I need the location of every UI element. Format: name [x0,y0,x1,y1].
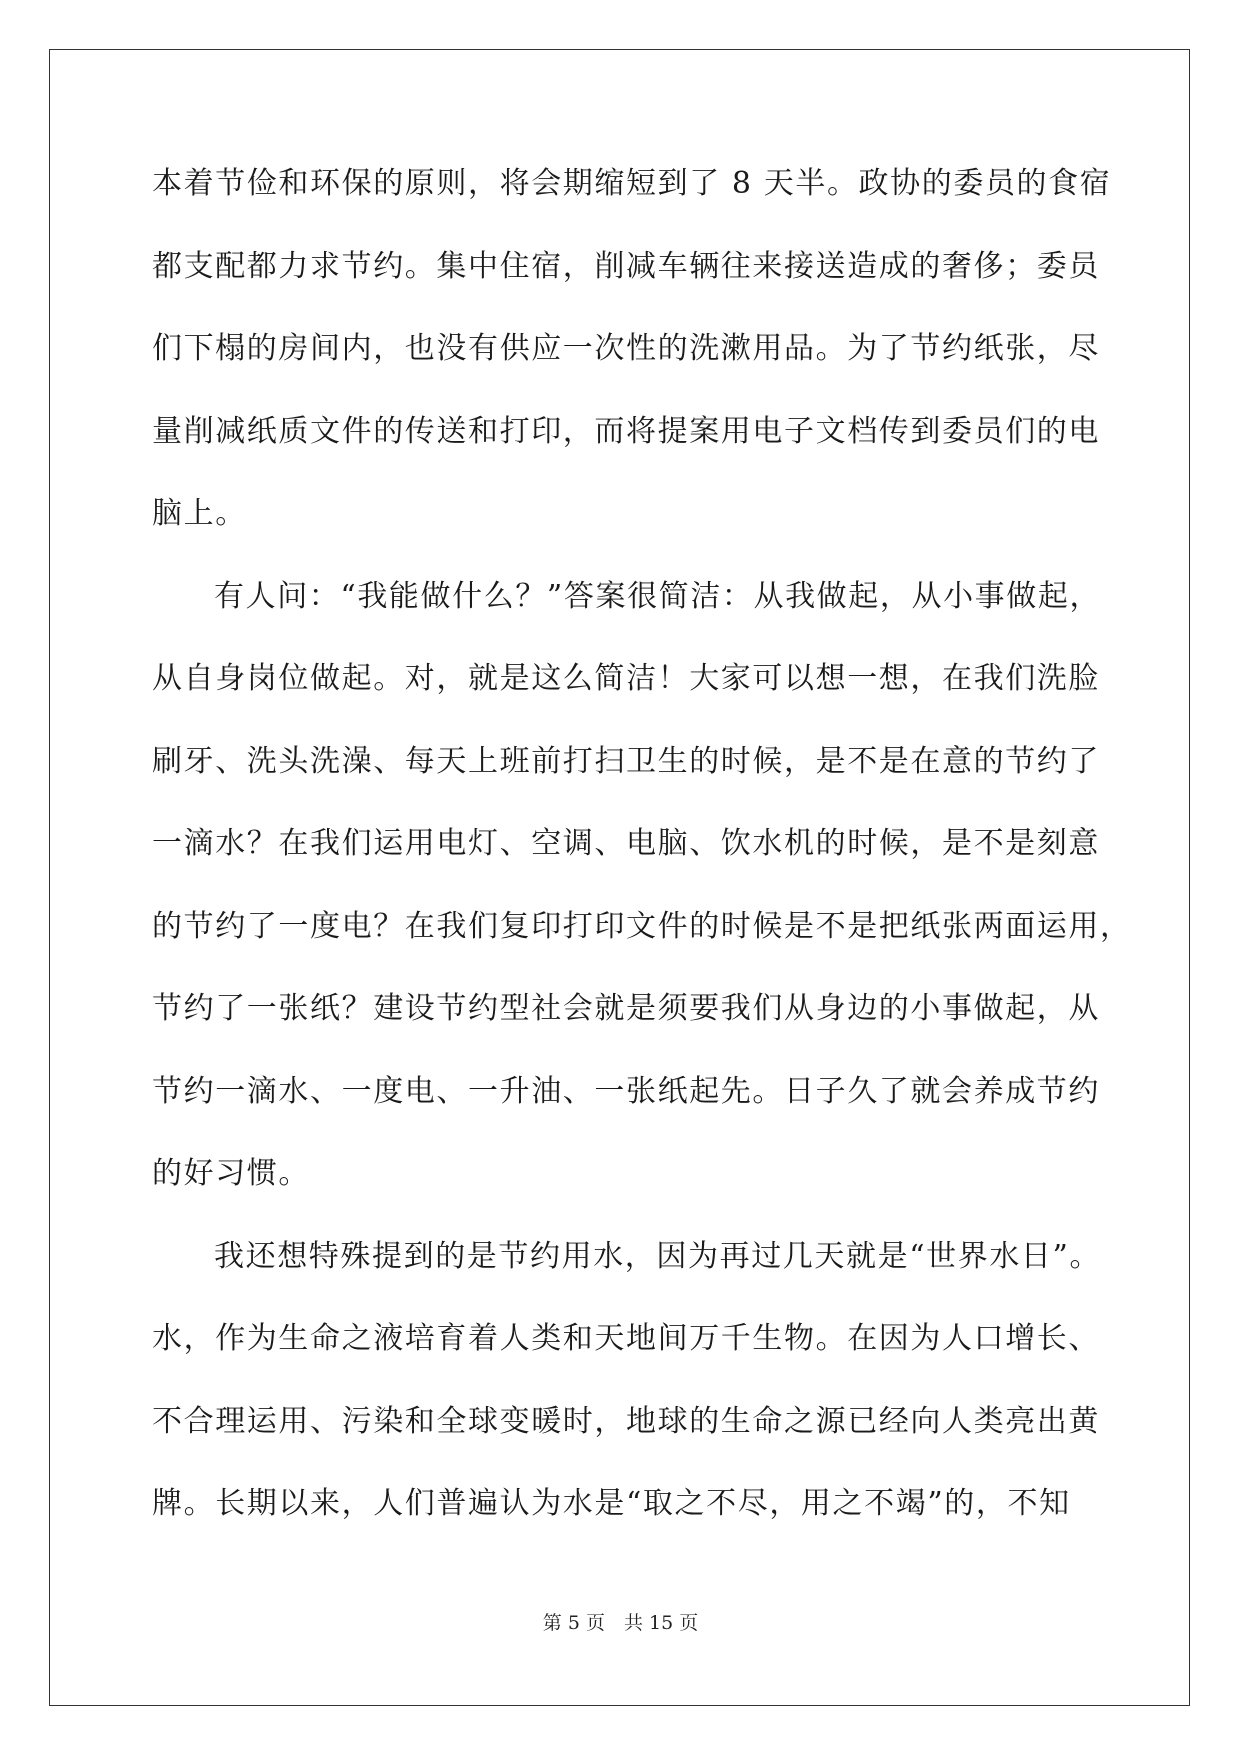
text-line: 牌。长期以来，人们普遍认为水是“取之不尽，用之不竭”的，不知 [152,1486,1071,1521]
text-line: 都支配都力求节约。集中住宿，削减车辆往来接送造成的奢侈；委员 [152,248,1100,284]
text-line: 水，作为生命之液培育着人类和天地间万千生物。在因为人口增长、 [152,1321,1100,1356]
text-line: 的节约了一度电？在我们复印打印文件的时候是不是把纸张两面运用， [152,908,1132,944]
text-line: 从自身岗位做起。对，就是这么简洁！大家可以想一想，在我们洗脸 [152,661,1100,696]
text-line: 的好习惯。 [152,1156,310,1191]
page-number: 第 5 页 共 15 页 [542,1612,699,1634]
document-body [152,160,1132,1563]
text-line: 一滴水？在我们运用电灯、空调、电脑、饮水机的时候，是不是刻意 [152,826,1100,861]
text-line-paragraph-start: 有人问：“我能做什么？”答案很简洁：从我做起，从小事做起， [214,578,1102,614]
text-line: 本着节俭和环保的原则，将会期缩短到了 8 天半。政协的委员的食宿 [152,166,1112,201]
text-line: 节约一滴水、一度电、一升油、一张纸起先。日子久了就会养成节约 [152,1073,1100,1109]
text-line: 刷牙、洗头洗澡、每天上班前打扫卫生的时候，是不是在意的节约了 [152,743,1100,779]
text-line: 节约了一张纸？建设节约型社会就是须要我们从身边的小事做起，从 [152,991,1100,1026]
text-line: 不合理运用、污染和全球变暖时，地球的生命之源已经向人类亮出黄 [152,1403,1100,1439]
text-line: 们下榻的房间内，也没有供应一次性的洗漱用品。为了节约纸张，尽 [152,331,1100,366]
text-line: 量削减纸质文件的传送和打印，而将提案用电子文档传到委员们的电 [152,413,1100,449]
text-line: 脑上。 [152,496,247,531]
text-line-paragraph-start: 我还想特殊提到的是节约用水，因为再过几天就是“世界水日”。 [214,1238,1102,1274]
